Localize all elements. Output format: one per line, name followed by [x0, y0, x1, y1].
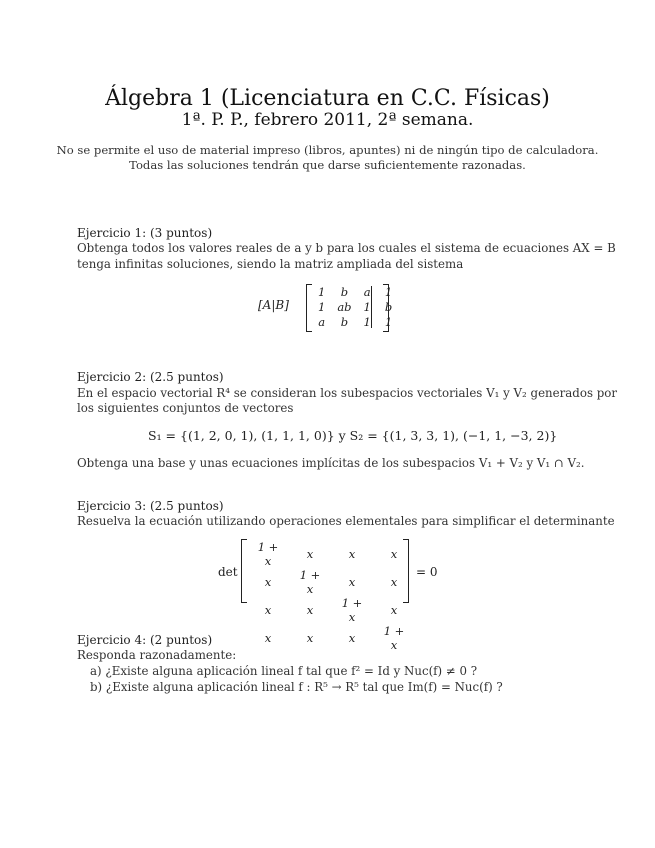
matrix-cell: 1: [384, 284, 393, 299]
exercise-4-heading: Ejercicio 4: (2 puntos): [77, 633, 213, 647]
matrix-cell: 1 + x: [257, 540, 279, 568]
matrix-cell: 1: [363, 299, 371, 314]
exercise-3-right-bracket: [403, 539, 409, 603]
exam-subtitle: 1ª. P. P., febrero 2011, 2ª semana.: [181, 110, 474, 130]
exercise-1-right-bracket: [383, 284, 389, 332]
exercise-3-heading: Ejercicio 3: (2.5 puntos): [77, 499, 224, 513]
matrix-cell: b: [340, 314, 349, 329]
matrix-cell: x: [306, 603, 314, 617]
matrix-cell: x: [390, 547, 398, 561]
matrix-cell: 1 + x: [341, 596, 363, 624]
exercise-2-statement-line3: Obtenga una base y unas ecuaciones implícitas de los subespacios V₁ + V₂ y V₁ ∩ V₂.: [77, 456, 585, 470]
matrix-cell: b: [340, 284, 349, 299]
exercise-3-equals-zero: = 0: [416, 565, 438, 579]
matrix-cell: b: [384, 299, 393, 314]
matrix-cell: x: [264, 631, 272, 645]
exam-note-reasoning: Todas las soluciones tendrán que darse suficientemente razonadas.: [129, 158, 526, 172]
matrix-cell: 1: [384, 314, 393, 329]
matrix-cell: 1: [318, 284, 326, 299]
matrix-cell: x: [390, 575, 398, 589]
matrix-cell: 1: [318, 299, 326, 314]
exercise-2-generating-sets: S₁ = {(1, 2, 0, 1), (1, 1, 1, 0)} y S₂ = {(1, 3, 3, 1), (−1, 1, −3, 2)}: [148, 428, 558, 443]
exercise-3-det-label: det: [218, 565, 238, 579]
matrix-cell: x: [348, 547, 356, 561]
exercise-2-statement-line2: los siguientes conjuntos de vectores: [77, 401, 294, 415]
exercise-4-item-b: b) ¿Existe alguna aplicación lineal f : R⁵ → R⁵ tal que Im(f) = Nuc(f) ?: [90, 680, 503, 694]
matrix-cell: x: [390, 603, 398, 617]
matrix-cell: x: [264, 575, 272, 589]
matrix-cell: x: [348, 575, 356, 589]
exercise-4-statement-line1: Responda razonadamente:: [77, 648, 237, 662]
exercise-2-statement-line1: En el espacio vectorial R⁴ se consideran los subespacios vectoriales V₁ y V₂ generados por: [77, 386, 618, 400]
exercise-1-augmentation-bar: [371, 286, 372, 328]
exam-note-materials: No se permite el uso de material impreso (libros, apuntes) ni de ningún tipo de calculadora.: [56, 143, 599, 157]
exercise-1-heading: Ejercicio 1: (3 puntos): [77, 226, 213, 240]
matrix-cell: 1 + x: [383, 624, 405, 652]
matrix-cell: 1: [363, 314, 371, 329]
exercise-2-heading: Ejercicio 2: (2.5 puntos): [77, 370, 224, 384]
matrix-cell: 1 + x: [299, 568, 321, 596]
matrix-cell: x: [306, 631, 314, 645]
matrix-cell: x: [348, 631, 356, 645]
exercise-1-matrix-label: [A|B]: [258, 298, 289, 312]
matrix-cell: ab: [337, 299, 352, 314]
matrix-cell: x: [264, 603, 272, 617]
matrix-cell: x: [306, 547, 314, 561]
matrix-cell: a: [318, 314, 326, 329]
exercise-1-statement-line2: tenga infinitas soluciones, siendo la matriz ampliada del sistema: [77, 257, 464, 271]
exercise-3-determinant-matrix: [247, 540, 415, 652]
exercise-3-statement-line1: Resuelva la ecuación utilizando operaciones elementales para simplificar el determinante: [77, 514, 615, 528]
exercise-4-item-a: a) ¿Existe alguna aplicación lineal f tal que f² = Id y Nuc(f) ≠ 0 ?: [90, 664, 478, 678]
exam-title: Álgebra 1 (Licenciatura en C.C. Físicas): [105, 86, 550, 111]
exercise-1-statement-line1: Obtenga todos los valores reales de a y b para los cuales el sistema de ecuaciones AX = B: [77, 241, 616, 255]
matrix-cell: a: [363, 284, 371, 299]
